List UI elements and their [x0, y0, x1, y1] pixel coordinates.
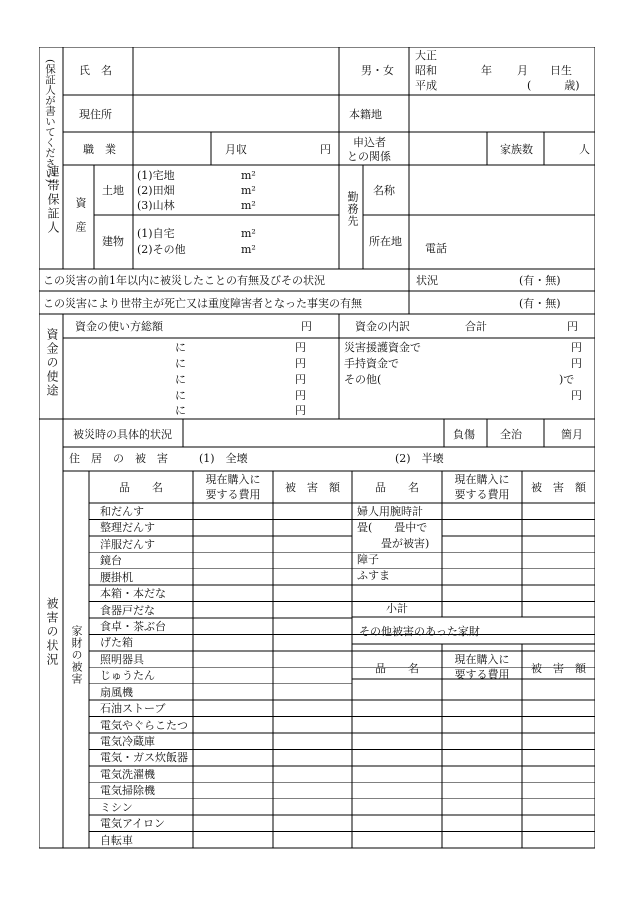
sex-label: 男・女 — [361, 64, 394, 77]
month-label: 月 — [517, 64, 528, 77]
household-item: 電気冷蔵庫 — [100, 735, 155, 748]
funds-sum-label: 合計 — [465, 320, 487, 333]
subtotal-label: 小計 — [386, 602, 408, 615]
household-item: 電気やぐらこたつ — [100, 718, 188, 732]
use-ni: に — [175, 404, 186, 417]
use-ni: に — [175, 357, 186, 370]
area-unit: m² — [241, 199, 256, 212]
concrete-situation-label: 被災時の具体的状況 — [73, 428, 172, 441]
occupation-label: 職 業 — [83, 143, 116, 156]
col-cost-header-1: 現在購入に — [205, 473, 261, 486]
disaster-history-question: この災害の前1年以内に被災したことの有無及びその状況 — [43, 274, 325, 287]
household-item: 和だんす — [100, 505, 144, 518]
name-label: 氏 名 — [79, 64, 112, 77]
area-unit: m² — [241, 169, 256, 182]
support-fund-yen: 円 — [571, 341, 582, 354]
house-damage-label: 住 居 の 被 害 — [69, 452, 168, 465]
other-fund-yen: 円 — [571, 389, 582, 402]
land-item-2: (2)田畑 — [137, 184, 175, 197]
household-item: 自転車 — [100, 833, 133, 847]
era-taisho: 大正 — [415, 49, 437, 62]
age-label: ( 歳) — [527, 79, 580, 92]
household-item: 電気掃除機 — [100, 784, 155, 798]
col-cost-header-other-2: 要する費用 — [454, 668, 510, 681]
relation-label-2: との関係 — [347, 150, 391, 163]
injury-label: 負傷 — [453, 428, 475, 441]
use-ni: に — [175, 389, 186, 402]
address-label: 現住所 — [79, 108, 112, 121]
era-showa: 昭和 — [415, 64, 437, 77]
col-cost-header-2: 要する費用 — [205, 488, 261, 501]
col-cost-header-right-2: 要する費用 — [454, 488, 510, 501]
full-cure-label: 全治 — [500, 428, 522, 441]
funds-breakdown-label: 資金の内訳 — [355, 320, 410, 333]
item-watch: 婦人用腕時計 — [357, 505, 423, 518]
guarantor-side-title: 連帯保証人 — [46, 165, 60, 235]
birthday-label: 日生 — [550, 64, 572, 77]
household-item: 電気・ガス炊飯器 — [100, 751, 188, 765]
disaster-yes-no: (有・無) — [519, 274, 561, 287]
head-injury-yes-no: (有・無) — [519, 297, 561, 310]
months-label: 箇月 — [561, 428, 583, 441]
half-destroyed-option: (2) 半壊 — [395, 452, 444, 465]
household-item: 食器戸だな — [100, 603, 155, 617]
other-fund-suffix: )で — [559, 373, 575, 386]
monthly-income-label: 月収 — [225, 143, 247, 156]
item-shoji: 障子 — [357, 553, 379, 566]
other-fund-label: その他( — [344, 373, 382, 386]
relation-label-1: 申込者 — [353, 136, 386, 149]
area-unit: m² — [241, 227, 256, 240]
col-damage-header-other: 被 害 額 — [531, 662, 586, 675]
head-injury-question: この災害により世帯主が死亡又は重度障害者となった事実の有無 — [43, 297, 362, 310]
household-item: じゅうたん — [100, 669, 155, 683]
household-item: 電気アイロン — [100, 817, 166, 831]
household-item: 石油ストーブ — [100, 702, 166, 716]
land-label: 土地 — [102, 184, 124, 197]
funds-sum-yen: 円 — [567, 320, 578, 333]
use-yen: 円 — [295, 373, 306, 386]
household-item: 食卓・茶ぶ台 — [100, 620, 166, 633]
use-ni: に — [175, 373, 186, 386]
item-tatami-line1: 畳( 畳中で — [357, 521, 428, 534]
household-item: 扇風機 — [100, 685, 133, 699]
use-yen: 円 — [295, 404, 306, 417]
building-label: 建物 — [102, 235, 124, 248]
household-item: 電気洗濯機 — [100, 767, 155, 781]
use-yen: 円 — [295, 357, 306, 370]
guarantor-disaster-form — [39, 47, 595, 849]
col-cost-header-other-1: 現在購入に — [454, 653, 510, 666]
household-item: 本箱・本だな — [100, 587, 166, 601]
total-destroyed-option: (1) 全壊 — [199, 452, 248, 465]
land-item-3: (3)山林 — [137, 199, 175, 212]
household-item: ミシン — [100, 800, 133, 814]
household-item: 洋服だんす — [100, 537, 155, 551]
item-tatami-line2: 畳が被害) — [381, 537, 430, 550]
household-item: 整理だんす — [100, 521, 155, 535]
year-label: 年 — [481, 64, 492, 77]
household-item: 腰掛机 — [100, 570, 133, 584]
workplace-label: 勤務先 — [346, 191, 359, 227]
income-yen-unit: 円 — [320, 143, 331, 156]
own-fund-label: 手持資金で — [344, 357, 399, 370]
own-fund-yen: 円 — [571, 357, 582, 370]
workplace-name-label: 名称 — [373, 184, 395, 197]
funds-side-label: 資金の使途 — [45, 328, 59, 398]
use-ni: に — [175, 341, 186, 354]
building-item-1: (1)自宅 — [137, 227, 175, 240]
use-yen: 円 — [295, 341, 306, 354]
col-cost-header-right-1: 現在購入に — [454, 473, 510, 486]
area-unit: m² — [241, 184, 256, 197]
assets-label: 資 産 — [74, 197, 87, 233]
household-item: 照明器具 — [100, 652, 144, 666]
household-item: 鏡台 — [100, 554, 122, 568]
area-unit: m² — [241, 243, 256, 256]
col-damage-header: 被 害 額 — [285, 481, 340, 494]
phone-label: 電話 — [425, 242, 447, 255]
damage-side-label: 被害の状況 — [45, 597, 59, 667]
support-fund-label: 災害援護資金で — [344, 341, 421, 354]
col-item-header-right: 品 名 — [375, 481, 419, 494]
col-item-header-other: 品 名 — [375, 662, 419, 675]
era-heisei: 平成 — [415, 79, 437, 92]
funds-total-label: 資金の使い方総額 — [75, 320, 163, 333]
building-item-2: (2)その他 — [137, 243, 186, 256]
guarantor-side-note: (保証人が書いてください) — [44, 59, 56, 183]
household-item: げた箱 — [100, 636, 133, 650]
family-count-label: 家族数 — [500, 143, 533, 156]
col-item-header: 品 名 — [119, 481, 163, 494]
use-yen: 円 — [295, 389, 306, 402]
other-goods-label: その他被害のあった家財 — [359, 625, 480, 638]
disaster-status-label: 状況 — [416, 274, 438, 287]
household-goods-label: 家財の被害 — [70, 625, 83, 685]
item-fusuma: ふすま — [357, 569, 390, 582]
workplace-address-label: 所在地 — [369, 235, 402, 248]
land-item-1: (1)宅地 — [137, 169, 175, 182]
col-damage-header-right: 被 害 額 — [531, 481, 586, 494]
honseki-label: 本籍地 — [349, 108, 382, 121]
people-unit: 人 — [579, 143, 590, 156]
funds-total-yen: 円 — [301, 320, 312, 333]
